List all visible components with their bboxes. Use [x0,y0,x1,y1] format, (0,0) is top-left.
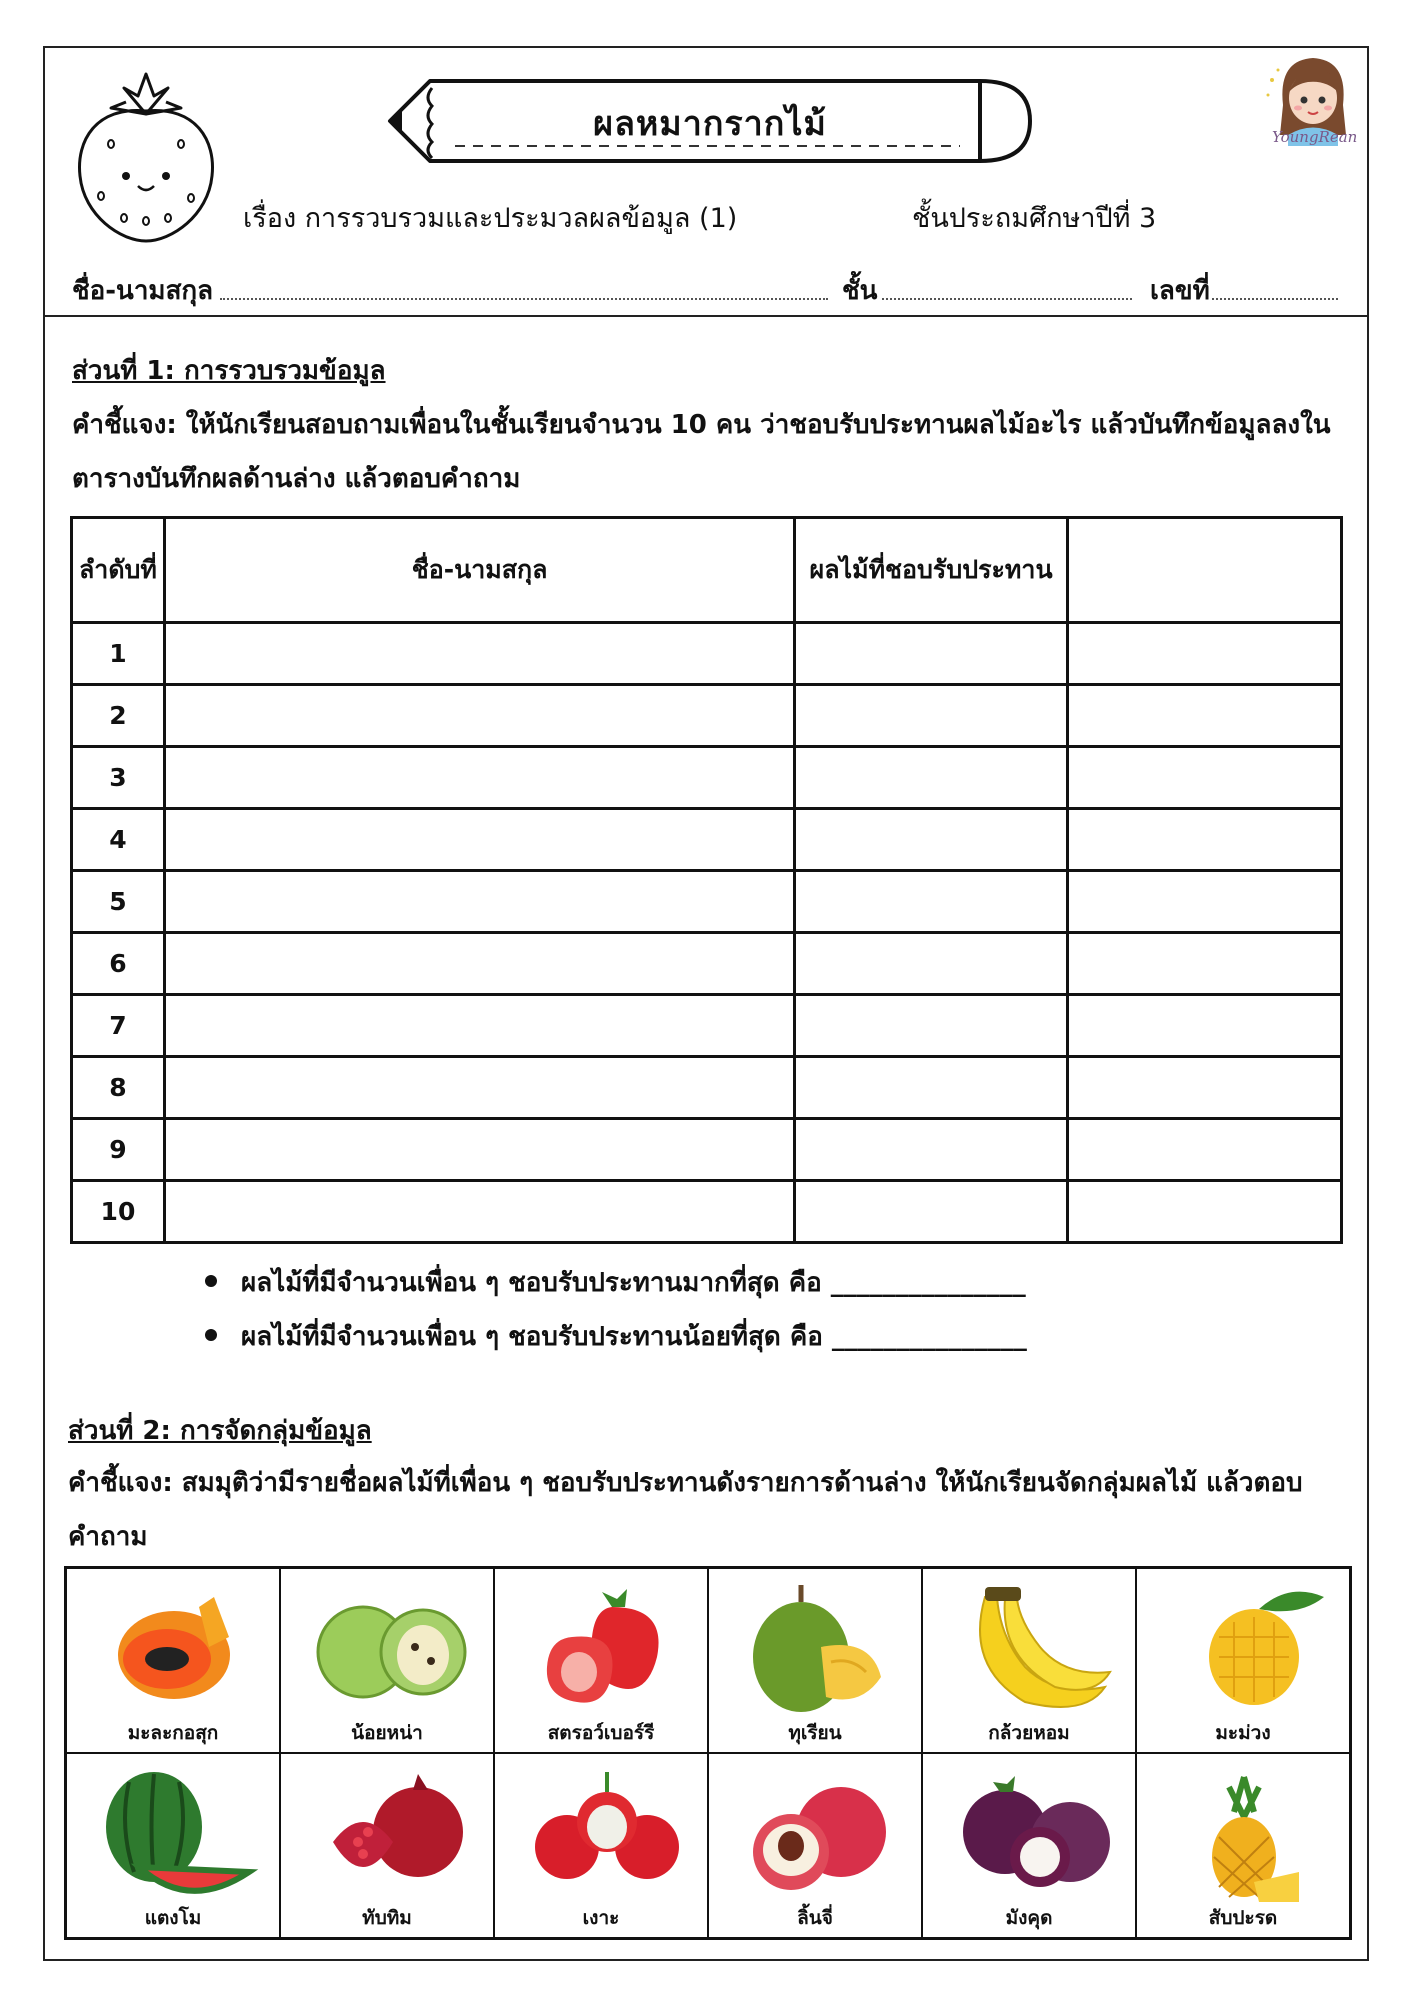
strawberry-icon [517,1577,687,1717]
extra-cell[interactable] [1067,933,1341,995]
name-label: ชื่อ-นามสกุล [72,276,214,306]
table-row [72,623,1342,685]
pomegranate-icon [303,1762,473,1902]
number-label: เลขที่ [1150,276,1210,306]
fruit-cell [280,1753,494,1938]
fruit-cell [922,1753,1136,1938]
name-cell[interactable] [164,933,794,995]
fruit-label: มะละกอสุก [127,1722,219,1744]
mango-icon [1159,1577,1329,1717]
name-cell[interactable] [164,1119,794,1181]
name-cell[interactable] [164,1057,794,1119]
fruit-label: สับปะรด [1208,1907,1278,1929]
part1-instruction: คำชี้แจง: ให้นักเรียนสอบถามเพื่อนในชั้นเรียนจำนวน 10 คน ว่าชอบรับประทานผลไม้อะไร แล้วบันทึกข้อมูลลงในตารางบันทึกผลด้านล่าง แล้วตอบคำถาม [72,410,1331,494]
header-divider [43,315,1369,317]
table-row [72,809,1342,871]
row-number: 10 [72,1181,165,1243]
fruit-label: น้อยหน่า [351,1722,423,1744]
fruit-cell[interactable] [795,1181,1067,1243]
name-cell[interactable] [164,995,794,1057]
fruit-cell[interactable] [795,747,1067,809]
name-cell[interactable] [164,685,794,747]
name-line[interactable] [220,298,828,300]
mangosteen-icon [945,1762,1115,1902]
custard-apple-icon [303,1577,473,1717]
question-most [205,1262,1026,1303]
table-row [72,995,1342,1057]
row-number: 1 [72,623,165,685]
rambutan-icon [517,1762,687,1902]
fruit-label: ลิ้นจี่ [797,1907,833,1929]
row-number: 8 [72,1057,165,1119]
fruit-cell [708,1753,922,1938]
col-header-fruit: ผลไม้ที่ชอบรับประทาน [795,518,1067,623]
fruit-cell[interactable] [795,933,1067,995]
table-row [72,747,1342,809]
fruit-cell[interactable] [795,871,1067,933]
extra-cell[interactable] [1067,809,1341,871]
row-number: 3 [72,747,165,809]
fruit-label: มะม่วง [1215,1722,1271,1744]
fruit-cell[interactable] [795,685,1067,747]
row-number: 9 [72,1119,165,1181]
extra-cell[interactable] [1067,1181,1341,1243]
table-row [72,1181,1342,1243]
fruit-cell[interactable] [795,1119,1067,1181]
table-header-row [72,518,1342,623]
row-number: 2 [72,685,165,747]
row-number: 5 [72,871,165,933]
part2-instruction: คำชี้แจง: สมมุติว่ามีรายชื่อผลไม้ที่เพื่อน ๆ ชอบรับประทานดังรายการด้านล่าง ให้นักเรียนจัดกลุ่มผลไม้ แล้วตอบคำถาม [68,1468,1303,1552]
fruit-cell [66,1568,280,1753]
table-row [72,933,1342,995]
row-number: 6 [72,933,165,995]
col-header-blank [1067,518,1341,623]
table-row [72,685,1342,747]
fruit-cell [1136,1568,1350,1753]
extra-cell[interactable] [1067,747,1341,809]
fruit-cell [280,1568,494,1753]
extra-cell[interactable] [1067,685,1341,747]
col-header-name: ชื่อ-นามสกุล [164,518,794,623]
fruit-cell [1136,1753,1350,1938]
fruit-label: ทุเรียน [788,1722,842,1744]
fruit-cell [708,1568,922,1753]
signature-text: YoungRean [1272,128,1358,146]
question-least [205,1316,1027,1357]
fruit-cell [494,1753,708,1938]
banana-icon [945,1577,1115,1717]
topic-text: เรื่อง การรวบรวมและประมวลผลข้อมูล (1) [243,203,738,234]
row-number: 4 [72,809,165,871]
fruit-label: เงาะ [582,1907,620,1929]
bullet-icon [205,1275,217,1287]
extra-cell[interactable] [1067,871,1341,933]
fruit-label: กล้วยหอม [988,1722,1070,1744]
extra-cell[interactable] [1067,995,1341,1057]
fruit-grid [64,1566,1352,1940]
strawberry-logo-icon [66,66,226,246]
table-row [72,871,1342,933]
bullet-icon [205,1329,217,1341]
extra-cell[interactable] [1067,1119,1341,1181]
fruit-label: มังคุด [1005,1907,1053,1929]
part1-title: ส่วนที่ 1: การรวบรวมข้อมูล [72,356,386,386]
table-row [72,1057,1342,1119]
watermelon-icon [89,1762,259,1902]
extra-cell[interactable] [1067,1057,1341,1119]
fruit-cell [66,1753,280,1938]
name-cell[interactable] [164,1181,794,1243]
question-most-text: ผลไม้ที่มีจำนวนเพื่อน ๆ ชอบรับประทานมากที่สุด คือ _______________ [241,1268,1026,1298]
col-header-order: ลำดับที่ [72,518,165,623]
number-line[interactable] [1212,298,1338,300]
fruit-cell [922,1568,1136,1753]
question-least-text: ผลไม้ที่มีจำนวนเพื่อน ๆ ชอบรับประทานน้อยที่สุด คือ _______________ [241,1322,1027,1352]
papaya-icon [89,1577,259,1717]
durian-icon [731,1577,901,1717]
name-cell[interactable] [164,747,794,809]
survey-table [70,516,1343,1244]
name-cell[interactable] [164,809,794,871]
grade-text: ชั้นประถมศึกษาปีที่ 3 [912,203,1157,234]
fruit-cell[interactable] [795,623,1067,685]
fruit-label: แตงโม [144,1907,202,1929]
table-row [72,1119,1342,1181]
extra-cell[interactable] [1067,623,1341,685]
class-line[interactable] [882,298,1132,300]
row-number: 7 [72,995,165,1057]
fruit-label: สตรอว์เบอร์รี [547,1722,655,1744]
fruit-cell[interactable] [795,809,1067,871]
lychee-icon [731,1762,901,1902]
fruit-cell [494,1568,708,1753]
name-cell[interactable] [164,871,794,933]
name-cell[interactable] [164,623,794,685]
class-label: ชั้น [842,276,878,306]
fruit-cell[interactable] [795,995,1067,1057]
page-title: ผลหมากรากไม้ [593,104,827,144]
fruit-cell[interactable] [795,1057,1067,1119]
part2-title: ส่วนที่ 2: การจัดกลุ่มข้อมูล [68,1416,372,1446]
pineapple-icon [1159,1762,1329,1902]
fruit-label: ทับทิม [362,1907,412,1929]
